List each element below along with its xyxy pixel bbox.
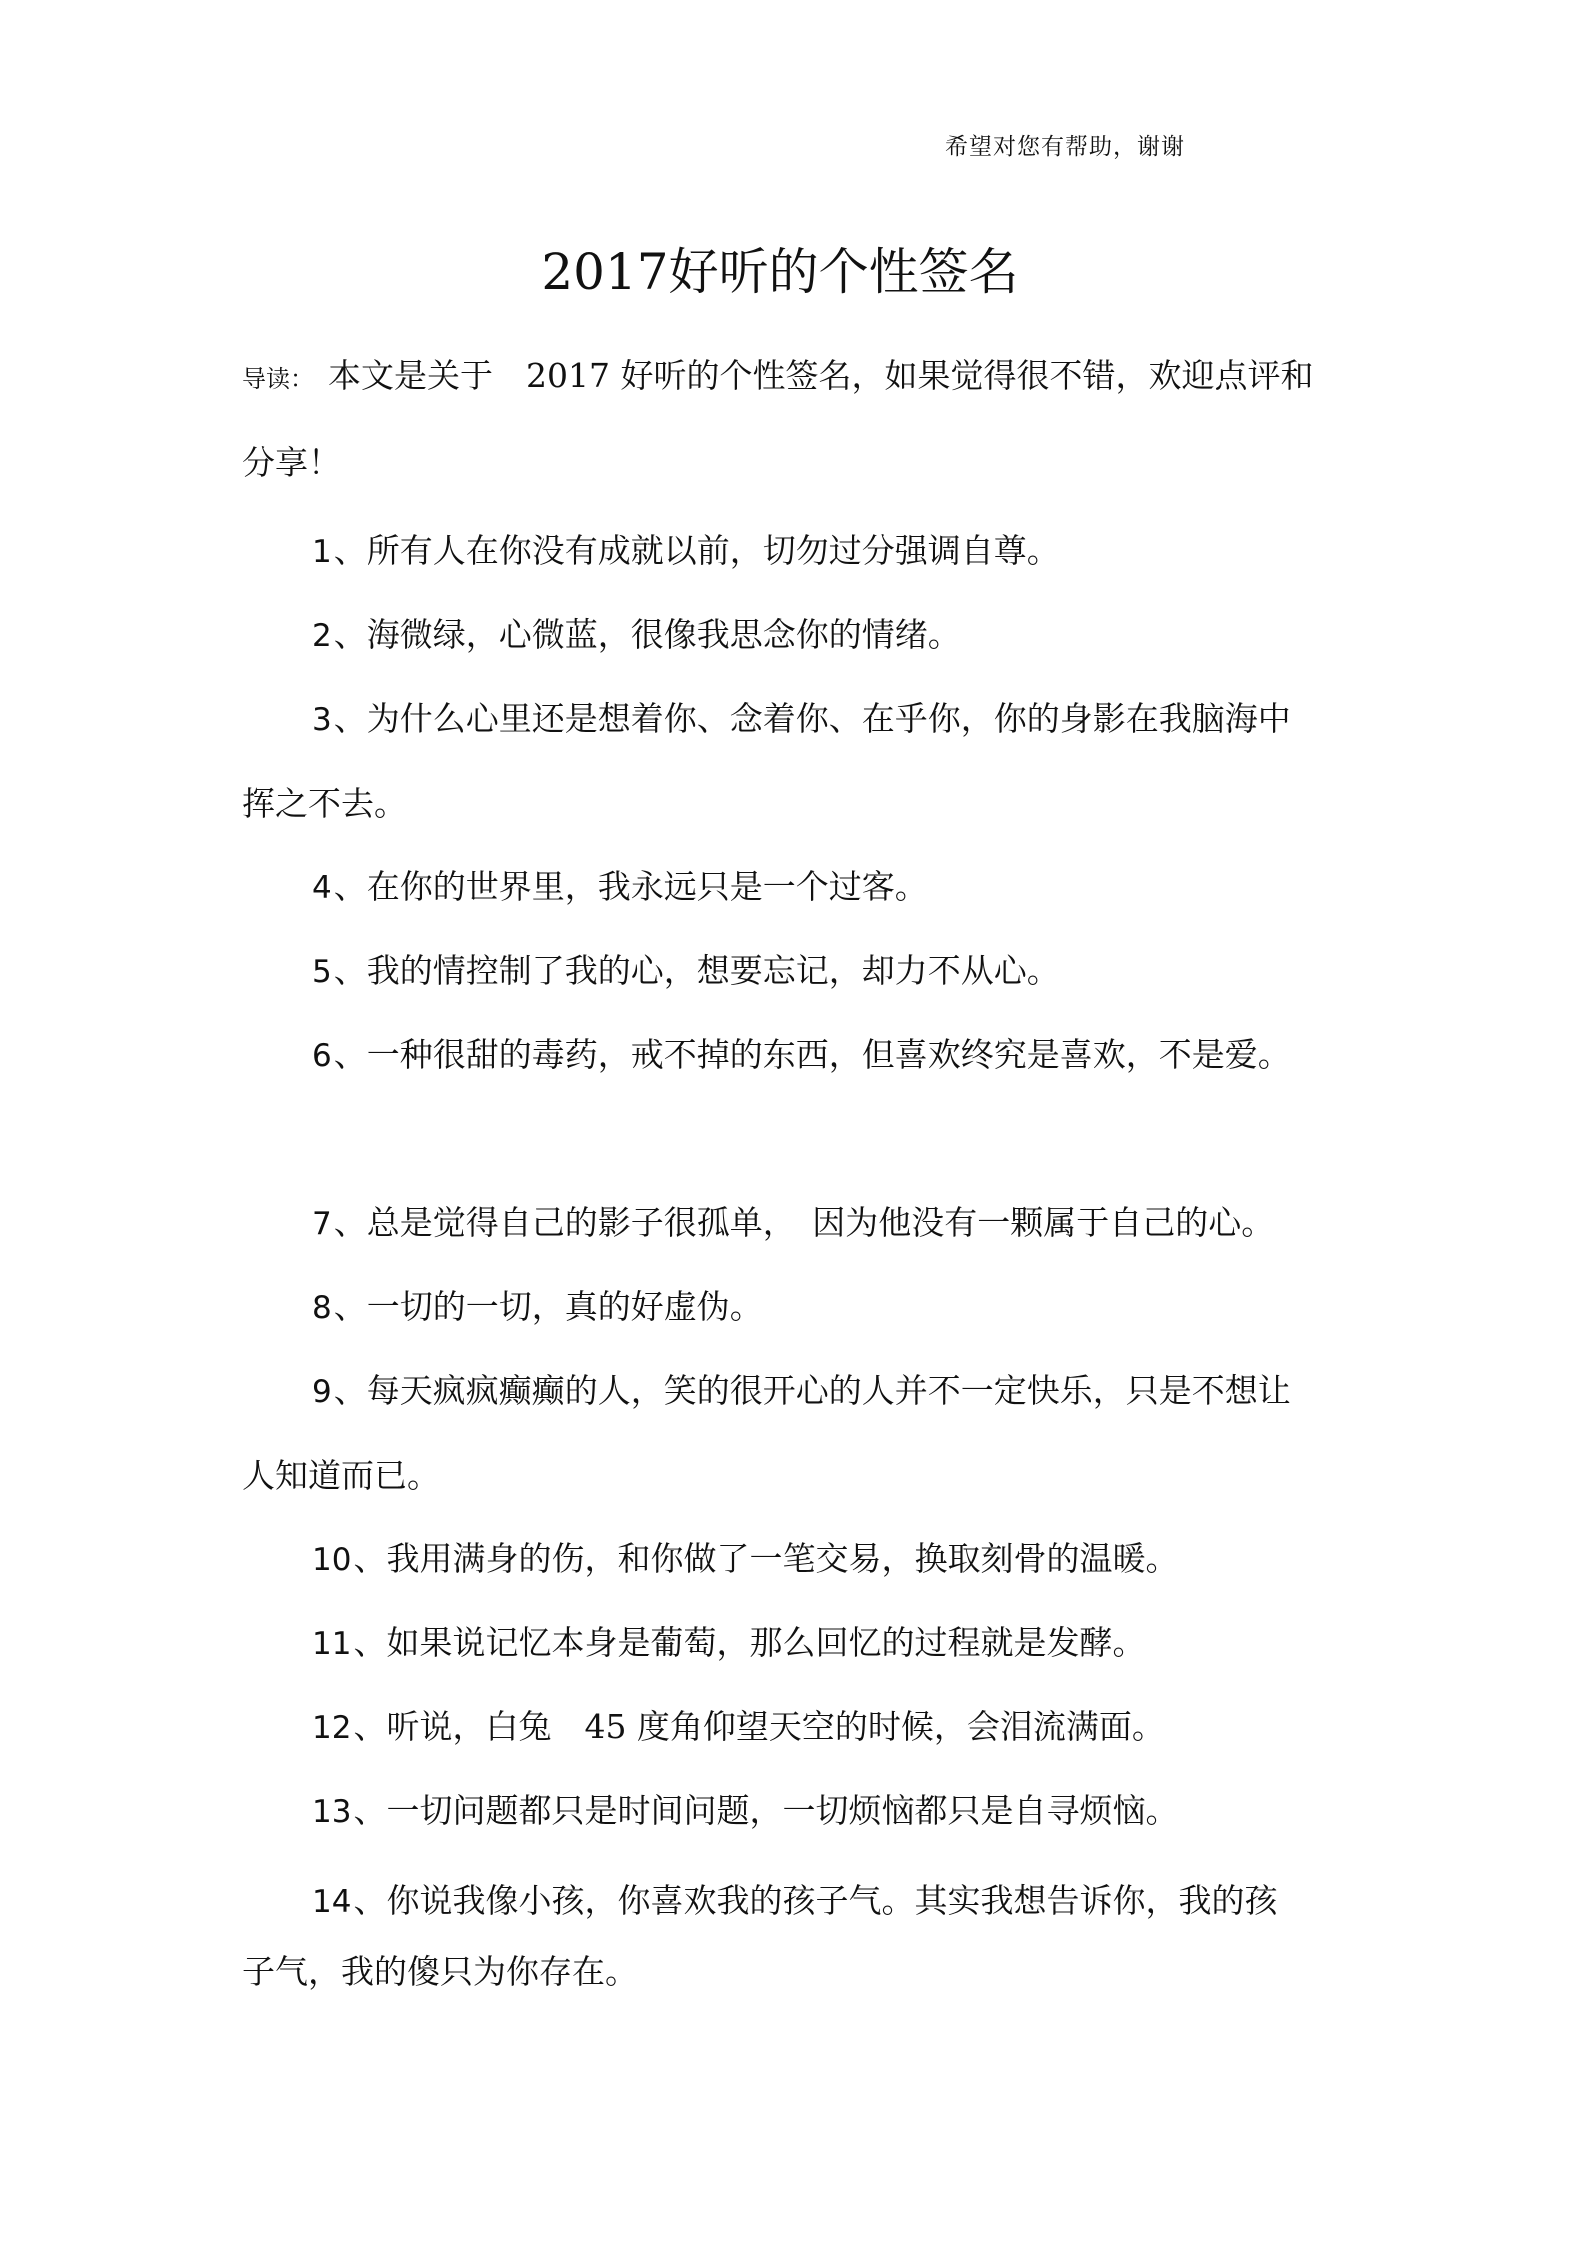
- list-item: [242, 1866, 1302, 2007]
- item-text: 、如果说记忆本身是葡萄，那么回忆的过程就是发酵。: [353, 1623, 1146, 1662]
- item-text: 、我的情控制了我的心，想要忘记，却力不从心。: [333, 951, 1060, 990]
- item-number: 12: [312, 1710, 352, 1746]
- item-number: 5: [312, 954, 332, 990]
- item-number: 14: [312, 1884, 352, 1920]
- list-item: [242, 1013, 1302, 1098]
- item-text: 、你说我像小孩，你喜欢我的孩子气。其实我想告诉你，我的孩子气，我的傻只为你存在。: [242, 1881, 1278, 1991]
- list-item: [242, 1349, 1302, 1518]
- item-text: 、所有人在你没有成就以前，切勿过分强调自尊。: [333, 531, 1060, 570]
- item-number: 7: [312, 1206, 332, 1242]
- intro-label: 导读：: [242, 365, 314, 393]
- document-title: 2017好听的个性签名: [541, 243, 1019, 301]
- item-text: 、为什么心里还是想着你、念着你、在乎你，你的身影在我脑海中挥之不去。: [242, 699, 1291, 823]
- item-text: 、我用满身的伤，和你做了一笔交易，换取刻骨的温暖。: [353, 1539, 1179, 1578]
- item-number: 9: [312, 1374, 332, 1410]
- item-text: 、一切问题都只是时间问题，一切烦恼都只是自寻烦恼。: [353, 1791, 1179, 1830]
- list-item: [242, 509, 1302, 594]
- item-text: 、海微绿，心微蓝，很像我思念你的情绪。: [333, 615, 961, 654]
- header-note: 希望对您有帮助，谢谢: [945, 134, 1185, 160]
- list-item: [242, 1517, 1302, 1602]
- list-item: [242, 1181, 1302, 1266]
- item-number: 8: [312, 1290, 332, 1326]
- item-text: 、总是觉得自己的影子很孤单， 因为他没有一颗属于自己的心。: [333, 1203, 1275, 1242]
- item-number: 4: [312, 870, 332, 906]
- list-item: [242, 1265, 1302, 1350]
- item-number: 11: [312, 1626, 352, 1662]
- item-number: 1: [312, 534, 332, 570]
- item-number: 6: [312, 1038, 332, 1074]
- item-number: 10: [312, 1542, 352, 1578]
- intro-text: 本文是关于 2017 好听的个性签名，如果觉得很不错，欢迎点评和分享！: [242, 356, 1314, 482]
- item-number: 13: [312, 1794, 352, 1830]
- item-number: 2: [312, 618, 332, 654]
- item-number: 3: [312, 702, 332, 738]
- list-item: [242, 1769, 1302, 1854]
- list-item: [242, 593, 1302, 678]
- item-text: 、在你的世界里，我永远只是一个过客。: [333, 867, 928, 906]
- item-text: 、一种很甜的毒药，戒不掉的东西，但喜欢终究是喜欢，不是爱。: [333, 1035, 1291, 1074]
- item-text: 、一切的一切，真的好虚伪。: [333, 1287, 763, 1326]
- list-item: [242, 1601, 1302, 1686]
- list-item: [242, 1685, 1302, 1770]
- list-item: [242, 929, 1302, 1014]
- list-item: [242, 845, 1302, 930]
- item-text: 、听说，白兔 45 度角仰望天空的时候，会泪流满面。: [353, 1707, 1165, 1746]
- item-text: 、每天疯疯癫癫的人，笑的很开心的人并不一定快乐，只是不想让人知道而已。: [242, 1371, 1291, 1495]
- list-item: [242, 677, 1302, 846]
- intro-paragraph: [242, 334, 1322, 505]
